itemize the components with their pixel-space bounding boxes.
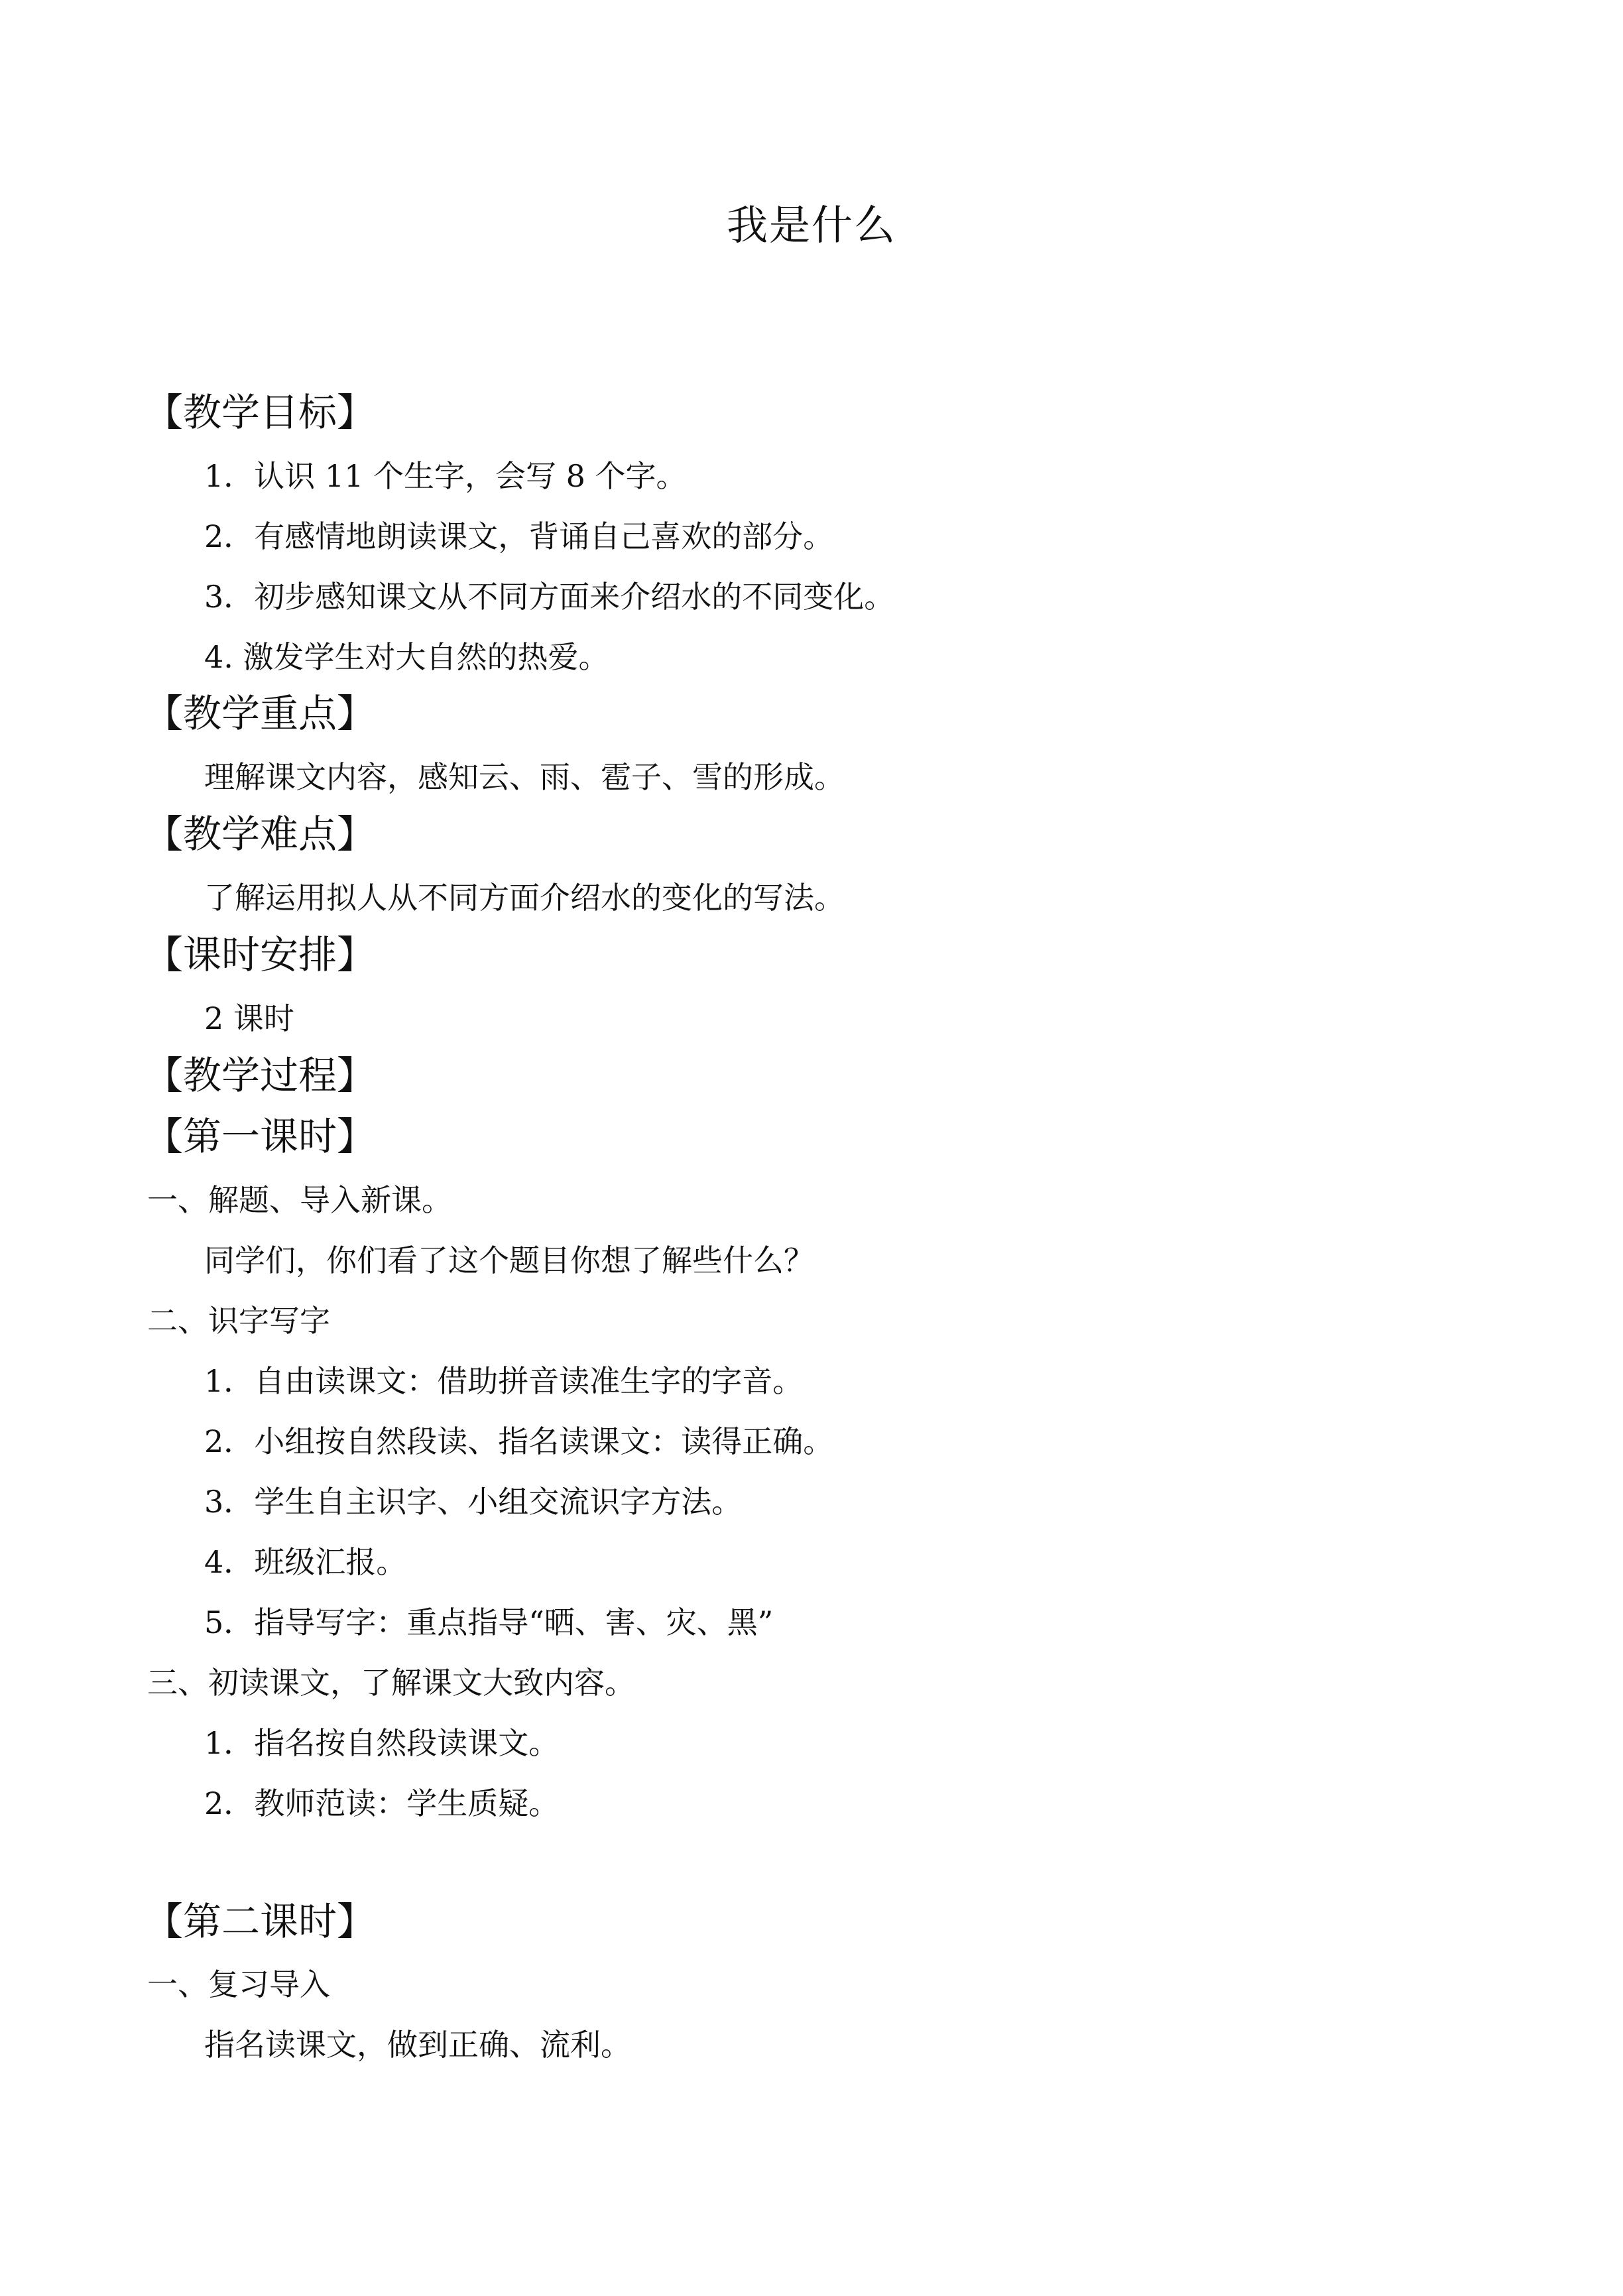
lesson1-section3-item-2: 2．教师范读：学生质疑。 bbox=[204, 1785, 560, 1821]
lesson1-section3-item-1: 1．指名按自然段读课文。 bbox=[204, 1725, 560, 1761]
lesson1-section2-item-1: 1．自由读课文：借助拼音读准生字的字音。 bbox=[204, 1363, 804, 1399]
heading-key-points: 【教学重点】 bbox=[145, 691, 376, 736]
lesson1-section2-title: 二、识字写字 bbox=[147, 1303, 330, 1339]
heading-schedule: 【课时安排】 bbox=[145, 932, 376, 977]
lesson1-section3-title: 三、初读课文，了解课文大致内容。 bbox=[147, 1665, 635, 1701]
difficulties-text: 了解运用拟人从不同方面介绍水的变化的写法。 bbox=[204, 880, 845, 916]
lesson2-section1-text: 指名读课文，做到正确、流利。 bbox=[204, 2027, 631, 2063]
page-title: 我是什么 bbox=[726, 201, 896, 249]
goal-item-2: 2．有感情地朗读课文，背诵自己喜欢的部分。 bbox=[204, 518, 834, 554]
goal-item-1: 1．认识 11 个生字，会写 8 个字。 bbox=[204, 458, 687, 494]
goal-item-4: 4. 激发学生对大自然的热爱。 bbox=[204, 639, 609, 675]
lesson1-section1-text: 同学们，你们看了这个题目你想了解些什么？ bbox=[204, 1242, 814, 1278]
heading-process: 【教学过程】 bbox=[145, 1053, 376, 1098]
lesson1-section1-title: 一、解题、导入新课。 bbox=[147, 1182, 452, 1218]
heading-difficulties: 【教学难点】 bbox=[145, 812, 376, 857]
lesson1-section2-item-5: 5．指导写字：重点指导“晒、害、灾、黑” bbox=[204, 1604, 774, 1640]
lesson2-section1-title: 一、复习导入 bbox=[147, 1966, 330, 2002]
heading-lesson-2: 【第二课时】 bbox=[145, 1899, 376, 1944]
key-points-text: 理解课文内容，感知云、雨、雹子、雪的形成。 bbox=[204, 759, 845, 795]
lesson1-section2-item-3: 3．学生自主识字、小组交流识字方法。 bbox=[204, 1484, 743, 1520]
heading-lesson-1: 【第一课时】 bbox=[145, 1114, 376, 1159]
goal-item-3: 3．初步感知课文从不同方面来介绍水的不同变化。 bbox=[204, 579, 895, 615]
lesson1-section2-item-4: 4．班级汇报。 bbox=[204, 1544, 407, 1580]
schedule-text: 2 课时 bbox=[204, 1000, 294, 1036]
lesson1-section2-item-2: 2．小组按自然段读、指名读课文：读得正确。 bbox=[204, 1423, 834, 1459]
heading-teaching-goals: 【教学目标】 bbox=[145, 390, 376, 435]
